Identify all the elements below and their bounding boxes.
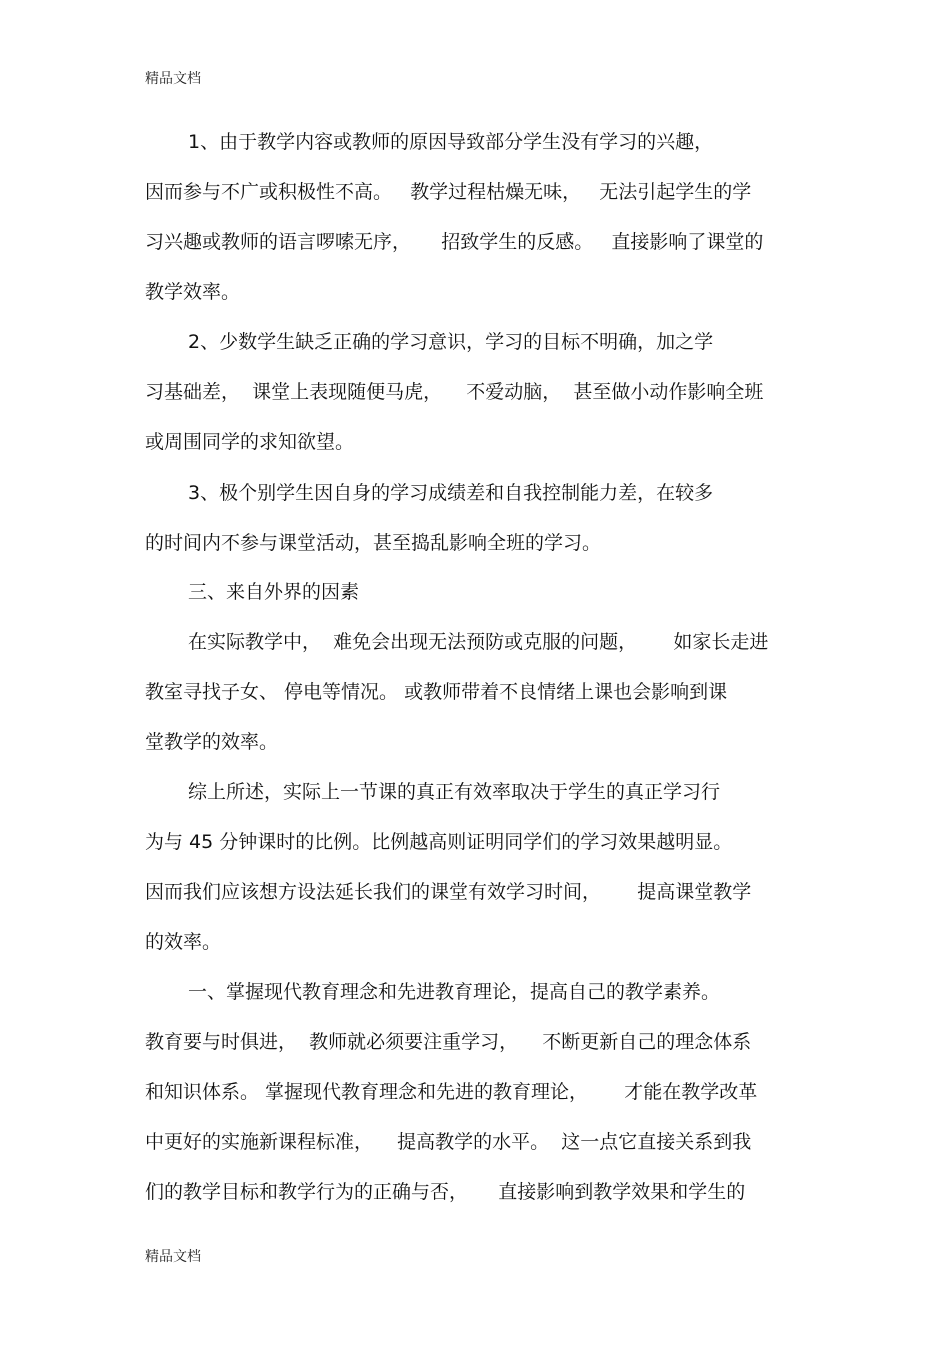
- text-line: 教育要与时俱进， 教师就必须要注重学习， 不断更新自己的理念体系: [145, 1031, 752, 1053]
- text-line: 教室寻找子女、 停电等情况。 或教师带着不良情绪上课也会影响到课: [145, 681, 728, 703]
- text-line: 或周围同学的求知欲望。: [145, 431, 355, 453]
- text-line: 综上所述，实际上一节课的真正有效率取决于学生的真正学习行: [188, 781, 721, 803]
- text-line: 1、由于教学内容或教师的原因导致部分学生没有学习的兴趣，: [188, 131, 714, 153]
- page-header: 精品文档: [145, 71, 201, 87]
- text-line: 习基础差， 课堂上表现随便马虎， 不爱动脑， 甚至做小动作影响全班: [145, 381, 764, 403]
- text-line: 和知识体系。 掌握现代教育理念和先进的教育理论， 才能在教学改革: [145, 1081, 758, 1103]
- page-footer: 精品文档: [145, 1249, 201, 1265]
- text-line: 们的教学目标和教学行为的正确与否， 直接影响到教学效果和学生的: [145, 1181, 746, 1203]
- section-heading: 三、来自外界的因素: [188, 581, 360, 603]
- text-line: 在实际教学中， 难免会出现无法预防或克服的问题， 如家长走进: [188, 631, 769, 653]
- text-line: 2、少数学生缺乏正确的学习意识，学习的目标不明确，加之学: [188, 331, 714, 353]
- text-line: 3、极个别学生因自身的学习成绩差和自我控制能力差，在较多: [188, 482, 714, 504]
- text-line: 教学效率。: [145, 281, 241, 303]
- text-line: 因而我们应该想方设法延长我们的课堂有效学习时间， 提高课堂教学: [145, 881, 752, 903]
- text-line: 习兴趣或教师的语言啰嗦无序， 招致学生的反感。 直接影响了课堂的: [145, 231, 764, 253]
- section-heading: 一、掌握现代教育理念和先进教育理论，提高自己的教学素养。: [188, 981, 721, 1003]
- text-line: 堂教学的效率。: [145, 731, 279, 753]
- text-line: 因而参与不广或积极性不高。 教学过程枯燥无味， 无法引起学生的学: [145, 181, 752, 203]
- text-line: 为与 45 分钟课时的比例。比例越高则证明同学们的学习效果越明显。: [145, 831, 733, 853]
- text-line: 中更好的实施新课程标准， 提高教学的水平。 这一点它直接关系到我: [145, 1131, 752, 1153]
- text-line: 的效率。: [145, 931, 222, 953]
- text-line: 的时间内不参与课堂活动，甚至捣乱影响全班的学习。: [145, 532, 602, 554]
